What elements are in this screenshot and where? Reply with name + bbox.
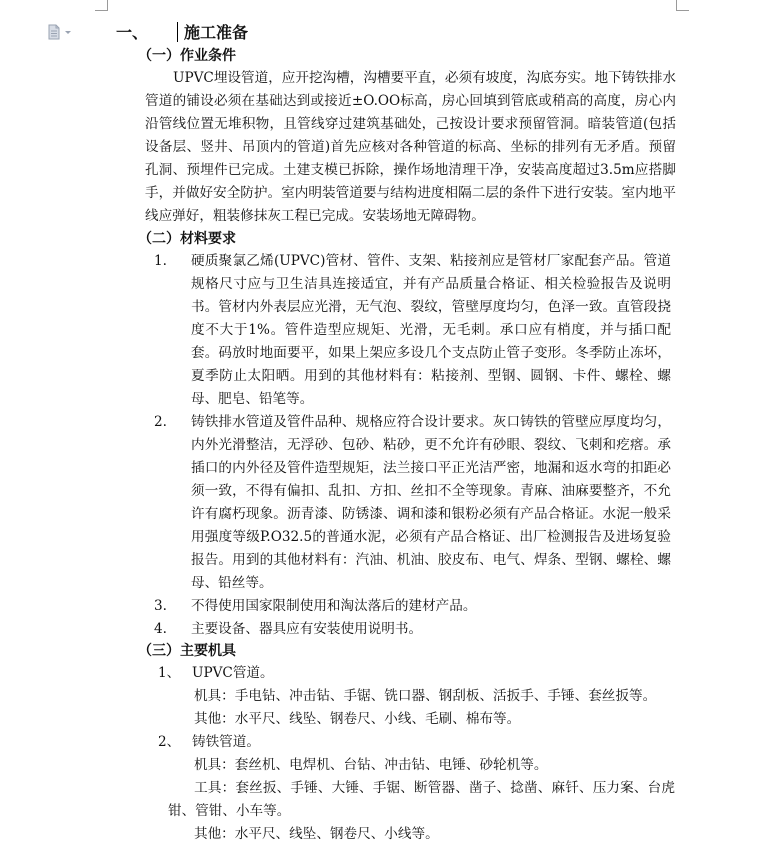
page-corner-mark-left	[95, 0, 108, 11]
subsection-number: （三）	[138, 643, 180, 659]
list-item-text: 不得使用国家限制使用和淘汰落后的建材产品。	[191, 598, 477, 614]
section-title: 施工准备	[184, 23, 249, 42]
tool-line: 其他：水平尺、线坠、钢卷尺、小线、毛刷、棉布等。	[194, 711, 521, 727]
list-item-number: 3.	[154, 598, 167, 614]
document-options-icon[interactable]	[47, 24, 73, 40]
section-number: 一、	[116, 23, 149, 42]
list-item-number: 4.	[154, 621, 167, 637]
tool-line: 其他：水平尺、线坠、钢卷尺、小线等。	[194, 826, 439, 842]
conditions-text: UPVC埋设管道，应开挖沟槽，沟槽要平直，必须有坡度，沟底夯实。地下铸铁排水管道的铺设必须在基础达到或接近±O.OO标高，房心回填到管底或稍高的高度，房心内沿管线位置无堆积物，且管线穿过建筑基础处，己按设计要求预留管洞。暗装管道(包括设备层、竖井、吊顶内的管道)首先应核对各种管道的标高、坐标的排列有无矛盾。预留孔洞、预埋件已完成。土建支模已拆除，操作场地清理干净，安装高度超过3.5m应搭脚手，并做好安全防护。室内明装管道要与结构进度相隔二层的条件下进行安装。室内地平线应弹好，粗装修抹灰工程已完成。安装场地无障碍物。	[145, 70, 677, 224]
tool-line: 机具：手电钻、冲击钻、手锯、铣口器、钢刮板、活扳手、手锤、套丝扳等。	[194, 688, 657, 704]
subsection-number: （二）	[138, 231, 180, 247]
subsection-title: 作业条件	[180, 48, 236, 64]
subsection-number: （一）	[138, 48, 180, 64]
list-item-text: 主要设备、器具应有安装使用说明书。	[191, 621, 423, 637]
tool-line-wrapped	[168, 777, 675, 823]
list-item-text: 铸铁排水管道及管件品种、规格应符合设计要求。灰口铸铁的管壁应厚度均匀，内外光滑整洁，无浮砂、包砂、粘砂，更不允许有砂眼、裂纹、飞刺和疙瘩。承插口的内外径及管件造型规矩，法兰接口平正光洁严密，地漏和返水弯的扣距必须一致，不得有偏扣、乱扣、方扣、丝扣不全等现象。青麻、油麻要整齐，不允许有腐朽现象。沥青漆、防锈漆、调和漆和银粉必须有产品合格证。水泥一般采用强度等级P.O32.5的普通水泥，必须有产品合格证、出厂检测报告及进场复验报告。用到的其他材料有：汽油、机油、胶皮布、电气、焊条、型钢、螺栓、螺母、铅丝等。	[191, 414, 671, 591]
tool-group-number: 1、	[158, 665, 181, 681]
document-page-icon	[47, 24, 73, 40]
tool-group-name: 铸铁管道。	[192, 734, 260, 750]
tool-line-text: 工具：套丝扳、手锤、大锤、手锯、断管器、凿子、捻凿、麻钎、压力案、台虎钳、管钳、小车等。	[168, 780, 675, 819]
text-cursor	[177, 22, 178, 42]
tool-line: 机具：套丝机、电焊机、台钻、冲击钻、电锤、砂轮机等。	[194, 757, 548, 773]
tool-group-number: 2、	[158, 734, 181, 750]
subsection-title: 材料要求	[180, 231, 236, 247]
tool-group-name: UPVC管道。	[192, 665, 274, 681]
list-item-number: 1.	[154, 253, 167, 269]
subsection-title: 主要机具	[180, 643, 236, 659]
page-corner-mark-right	[676, 0, 689, 11]
list-item-text: 硬质聚氯乙烯(UPVC)管材、管件、支架、粘接剂应是管材厂家配套产品。管道规格尺寸应与卫生洁具连接适宜，并有产品质量合格证、相关检验报告及说明书。管材内外表层应光滑，无气泡、裂纹，管壁厚度均匀，色泽一致。直管段挠度不大于1%。管件造型应规矩、光滑，无毛刺。承口应有梢度，并与插口配套。码放时地面要平，如果上架应多设几个支点防止管子变形。冬季防止冻坏，夏季防止太阳晒。用到的其他材料有：粘接剂、型钢、圆钢、卡件、螺栓、螺母、肥皂、铅笔等。	[191, 253, 671, 407]
chevron-down-icon	[65, 31, 71, 34]
list-item-number: 2.	[154, 414, 167, 430]
conditions-paragraph	[145, 67, 676, 228]
